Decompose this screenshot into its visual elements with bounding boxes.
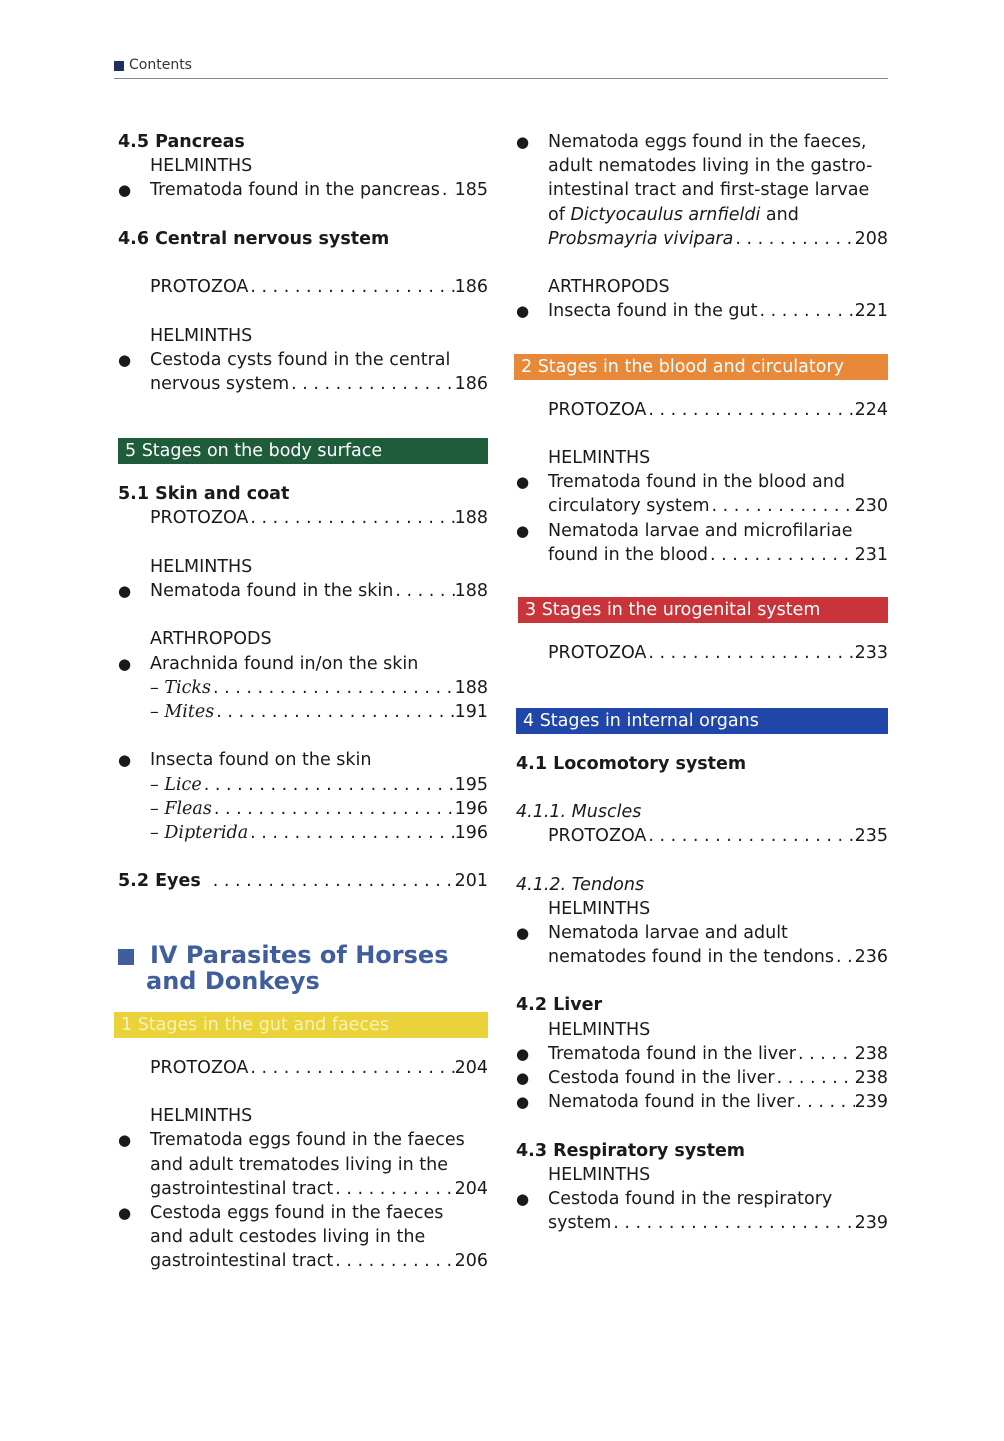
bullet-icon: ●: [516, 302, 530, 321]
bullet-icon: ●: [516, 1189, 530, 1208]
section-band-internal-organs: 4 Stages in internal organs: [516, 708, 888, 734]
bullet-icon: ●: [118, 582, 132, 600]
page-number: 185: [454, 180, 488, 201]
page-number: 206: [454, 1251, 488, 1272]
toc-entry[interactable]: nervous system . . . 186: [118, 372, 488, 396]
page-number: 230: [854, 496, 888, 517]
page-number: 204: [454, 1178, 488, 1199]
page-number: 239: [854, 1213, 888, 1234]
group-label: ARTHROPODS: [150, 629, 272, 650]
header-square-icon: [114, 61, 124, 71]
toc-entry-line: ● Trematoda found in the blood and: [516, 470, 888, 494]
section-title: 4.3 Respiratory system: [516, 1140, 746, 1161]
left-column: [118, 130, 488, 1274]
bullet-icon: ●: [118, 1131, 132, 1150]
page-number: 186: [454, 277, 488, 298]
bullet-icon: ●: [516, 133, 530, 151]
part-title: IV Parasites of Horses and Donkeys: [118, 942, 488, 994]
section-title: 4.5 Pancreas: [118, 132, 245, 152]
section-title: 4.1 Locomotory system: [516, 753, 747, 774]
toc-entry[interactable]: 5.2 Eyes . . . 201: [118, 869, 488, 893]
page-number: 195: [454, 774, 488, 795]
toc-entry[interactable]: ● Cestoda found in the liver . . . 238: [516, 1066, 888, 1090]
toc-entry[interactable]: – Fleas . . . 196: [118, 797, 488, 821]
subsection-title: 4.1.2. Tendons: [516, 874, 645, 895]
group-label: ARTHROPODS: [548, 277, 670, 298]
toc-entry-line: ● Cestoda found in the respiratory: [516, 1187, 888, 1211]
bullet-icon: ●: [118, 654, 132, 673]
page-number: 188: [454, 508, 488, 529]
group-label: HELMINTHS: [548, 1019, 651, 1040]
running-header: [114, 58, 888, 79]
part-square-icon: [118, 949, 134, 965]
section-title: 4.6 Central nervous system: [118, 228, 390, 249]
bullet-icon: ●: [516, 473, 530, 492]
toc-entry-line: adult nematodes living in the gastro-: [548, 156, 873, 177]
page-number: 233: [854, 643, 888, 664]
header-label: Contents: [129, 57, 192, 73]
toc-entry-line: ● Nematoda eggs found in the faeces,: [516, 130, 888, 154]
toc-entry-line: and adult trematodes living in the: [150, 1154, 448, 1175]
toc-entry-line: intestinal tract and first-stage larvae: [548, 180, 870, 201]
group-label: HELMINTHS: [150, 325, 253, 346]
toc-entry[interactable]: PROTOZOA . . . 235: [516, 824, 888, 848]
bullet-icon: ●: [118, 751, 132, 770]
toc-entry[interactable]: nematodes found in the tendons . . . 236: [516, 945, 888, 969]
bullet-icon: ●: [516, 1069, 530, 1087]
toc-entry[interactable]: – Ticks . . . 188: [118, 676, 488, 700]
toc-entry[interactable]: ● Trematoda found in the liver . . . 238: [516, 1042, 888, 1066]
page-number: 196: [454, 822, 488, 843]
toc-entry[interactable]: – Dipterida . . . 196: [118, 821, 488, 845]
page-number: 235: [854, 826, 888, 847]
bullet-icon: ●: [516, 1044, 530, 1063]
page-number: 191: [454, 701, 488, 722]
bullet-icon: ●: [516, 1093, 530, 1112]
group-label: HELMINTHS: [150, 556, 253, 577]
section-title: 5.1 Skin and coat: [118, 484, 290, 505]
page-number: 238: [854, 1068, 888, 1088]
toc-entry[interactable]: PROTOZOA . . . 186: [118, 275, 488, 299]
toc-entry[interactable]: Probsmayria vivipara . . . 208: [516, 227, 888, 251]
toc-entry[interactable]: ● Insecta found in the gut . . . 221: [516, 299, 888, 323]
toc-entry[interactable]: gastrointestinal tract . . . 204: [118, 1177, 488, 1201]
subsection-title: 4.1.1. Muscles: [516, 801, 642, 822]
page-number: 231: [854, 544, 888, 565]
toc-entry[interactable]: ● Trematoda found in the pancreas . . . 185: [118, 178, 488, 202]
group-label: HELMINTHS: [548, 898, 651, 919]
section-band-blood: 2 Stages in the blood and circulatory system: [514, 354, 888, 380]
toc-entry-line: ● Nematoda larvae and adult: [516, 921, 888, 945]
bullet-icon: ●: [516, 923, 530, 942]
page-number: 201: [454, 871, 488, 892]
toc-entry[interactable]: ● Nematoda found in the skin . . . 188: [118, 579, 488, 603]
toc-entry[interactable]: – Lice . . . 195: [118, 773, 488, 797]
bullet-icon: ●: [118, 350, 132, 369]
toc-entry-line: ● Arachnida found in/on the skin: [118, 652, 488, 676]
page-number: 224: [854, 399, 888, 420]
toc-entry[interactable]: PROTOZOA . . . 188: [118, 506, 488, 530]
page-number: 204: [454, 1057, 488, 1078]
toc-entry[interactable]: PROTOZOA . . . 204: [118, 1056, 488, 1080]
toc-entry[interactable]: circulatory system . . . 230: [516, 494, 888, 518]
page-number: 238: [854, 1043, 888, 1064]
toc-entry[interactable]: PROTOZOA . . . 224: [516, 398, 888, 422]
page-number: 196: [454, 798, 488, 819]
toc-entry[interactable]: – Mites . . . 191: [118, 700, 488, 724]
toc-entry[interactable]: PROTOZOA . . . 233: [516, 641, 888, 665]
bullet-icon: ●: [118, 1203, 132, 1222]
toc-entry-line: ● Trematoda eggs found in the faeces: [118, 1128, 488, 1152]
toc-entry-line: of Dictyocaulus arnfieldi and: [548, 204, 799, 225]
toc-entry[interactable]: ● Nematoda found in the liver . . . 239: [516, 1090, 888, 1114]
group-label: HELMINTHS: [548, 448, 651, 469]
bullet-icon: ●: [516, 521, 530, 540]
page-number: 239: [854, 1092, 888, 1113]
section-band-urogenital: 3 Stages in the urogenital system: [518, 597, 888, 623]
group-label: HELMINTHS: [150, 156, 253, 177]
section-band-gut-faeces: 1 Stages in the gut and faeces: [114, 1012, 488, 1038]
toc-entry-line: and adult cestodes living in the: [150, 1227, 426, 1248]
toc-entry-line: ● Nematoda larvae and microfilariae: [516, 519, 888, 543]
toc-entry[interactable]: found in the blood . . . 231: [516, 543, 888, 567]
page-number: 188: [454, 677, 488, 698]
page-number: 188: [454, 581, 488, 601]
toc-entry-line: ● Cestoda eggs found in the faeces: [118, 1201, 488, 1225]
toc-entry[interactable]: gastrointestinal tract . . . 206: [118, 1249, 488, 1273]
toc-entry[interactable]: system . . . 239: [516, 1211, 888, 1235]
toc-entry-line: ● Insecta found on the skin: [118, 748, 488, 772]
section-title: 4.2 Liver: [516, 995, 603, 1016]
page-number: 221: [854, 301, 888, 322]
toc-entry-line: ● Cestoda cysts found in the central: [118, 348, 488, 372]
page-number: 208: [854, 228, 888, 249]
page-number: 236: [854, 947, 888, 968]
group-label: HELMINTHS: [548, 1164, 651, 1185]
bullet-icon: ●: [118, 181, 132, 200]
right-column: [516, 130, 888, 1235]
page-number: 186: [454, 373, 488, 394]
section-band-body-surface: 5 Stages on the body surface: [118, 438, 488, 464]
group-label: HELMINTHS: [150, 1106, 253, 1127]
